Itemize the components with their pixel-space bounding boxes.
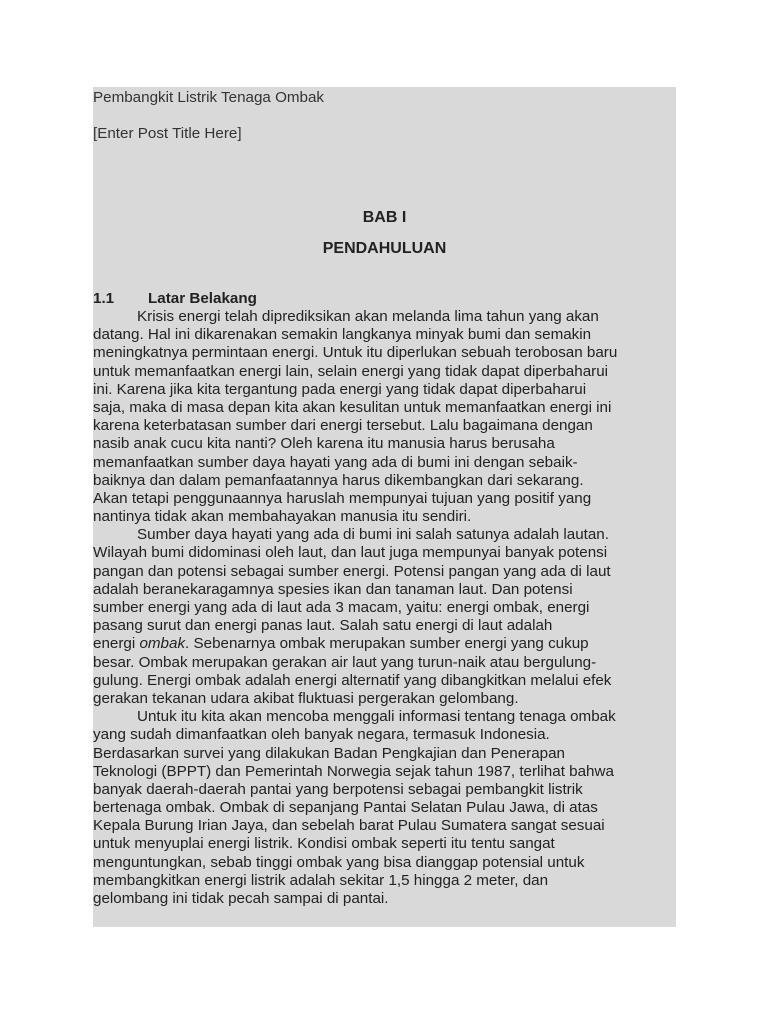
paragraph-line: sumber energi yang ada di laut ada 3 macam, yaitu: energi ombak, energi — [93, 599, 590, 616]
document-page — [93, 87, 676, 927]
text-run: . Sebenarnya ombak merupakan sumber energi yang cukup — [185, 635, 589, 653]
paragraph-line: nasib anak cucu kita nanti? Oleh karena itu manusia harus berusaha — [93, 435, 555, 453]
section-title: Latar Belakang — [148, 290, 257, 307]
section-number: 1.1 — [93, 290, 115, 307]
italic-term: ombak — [139, 635, 186, 653]
paragraph-line: menguntungkan, sebab tinggi ombak yang bisa dianggap potensial untuk — [93, 853, 585, 871]
paragraph-line: ini. Karena jika kita tergantung pada energi yang tidak dapat diperbaharui — [93, 380, 587, 398]
post-title: [Enter Post Title Here] — [93, 125, 242, 142]
paragraph-line: besar. Ombak merupakan gerakan air laut yang turun-naik atau bergulung- — [93, 653, 597, 671]
paragraph-line: membangkitkan energi listrik adalah sekitar 1,5 hingga 2 meter, dan — [93, 871, 549, 889]
paragraph-line: datang. Hal ini dikarenakan semakin langkanya minyak bumi dan semakin — [93, 326, 592, 344]
paragraph-line: pasang surut dan energi panas laut. Salah satu energi di laut adalah — [93, 617, 553, 635]
paragraph-line: Teknologi (BPPT) dan Pemerintah Norwegia sejak tahun 1987, terlihat bahwa — [93, 762, 614, 780]
paragraph-line: Berdasarkan survei yang dilakukan Badan Pengkajian dan Penerapan — [93, 744, 565, 762]
chapter-title: PENDAHULUAN — [322, 240, 447, 257]
paragraph-line: gerakan tekanan udara akibat fluktuasi pergerakan gelombang. — [93, 689, 519, 707]
paragraph-line: gelombang ini tidak pecah sampai di pantai. — [93, 890, 389, 907]
text-run: energi — [93, 635, 140, 653]
body-text — [93, 308, 676, 908]
paragraph-line: Sumber daya hayati yang ada di bumi ini salah satunya adalah lautan. — [137, 526, 609, 544]
paragraph-line: Akan tetapi penggunaannya haruslah mempunyai tujuan yang positif yang — [93, 489, 592, 507]
site-title: Pembangkit Listrik Tenaga Ombak — [93, 89, 325, 106]
paragraph-line: Untuk itu kita akan mencoba menggali informasi tentang tenaga ombak — [137, 708, 616, 726]
paragraph-line: saja, maka di masa depan kita akan kesulitan untuk memanfaatkan energi ini — [93, 398, 612, 416]
paragraph-line: Wilayah bumi didominasi oleh laut, dan laut juga mempunyai banyak potensi — [93, 544, 608, 562]
paragraph-line: pangan dan potensi sebagai sumber energi. Potensi pangan yang ada di laut — [93, 562, 611, 580]
paragraph-line: meningkatnya permintaan energi. Untuk itu diperlukan sebuah terobosan baru — [93, 344, 618, 362]
paragraph-line: memanfaatkan sumber daya hayati yang ada di bumi ini dengan sebaik- — [93, 453, 578, 471]
paragraph-line: baiknya dan dalam pemanfaatannya harus dikembangkan dari sekarang. — [93, 471, 584, 489]
paragraph-line: untuk menyuplai energi listrik. Kondisi ombak seperti itu tentu sangat — [93, 835, 555, 853]
paragraph-line: untuk memanfaatkan energi lain, selain energi yang tidak dapat diperbaharui — [93, 362, 609, 380]
paragraph-line: karena keterbatasan sumber dari energi tersebut. Lalu bagaimana dengan — [93, 417, 593, 435]
paragraph-line-with-italic — [93, 635, 676, 653]
paragraph-line: nantinya tidak akan membahayakan manusia itu sendiri. — [93, 508, 472, 526]
section-heading — [93, 290, 257, 308]
bab-heading: BAB I — [362, 209, 407, 226]
paragraph-line: bertenaga ombak. Ombak di sepanjang Pantai Selatan Pulau Jawa, di atas — [93, 799, 598, 817]
paragraph-line: adalah beranekaragamnya spesies ikan dan tanaman laut. Dan potensi — [93, 580, 573, 598]
paragraph-line: Kepala Burung Irian Jaya, dan sebelah barat Pulau Sumatera sangat sesuai — [93, 817, 605, 835]
paragraph-line: gulung. Energi ombak adalah energi alternatif yang dibangkitkan melalui efek — [93, 671, 612, 689]
paragraph-line: Krisis energi telah diprediksikan akan melanda lima tahun yang akan — [137, 308, 599, 325]
paragraph-line: banyak daerah-daerah pantai yang berpotensi sebagai pembangkit listrik — [93, 780, 583, 798]
paragraph-line: yang sudah dimanfaatkan oleh banyak negara, termasuk Indonesia. — [93, 726, 550, 744]
